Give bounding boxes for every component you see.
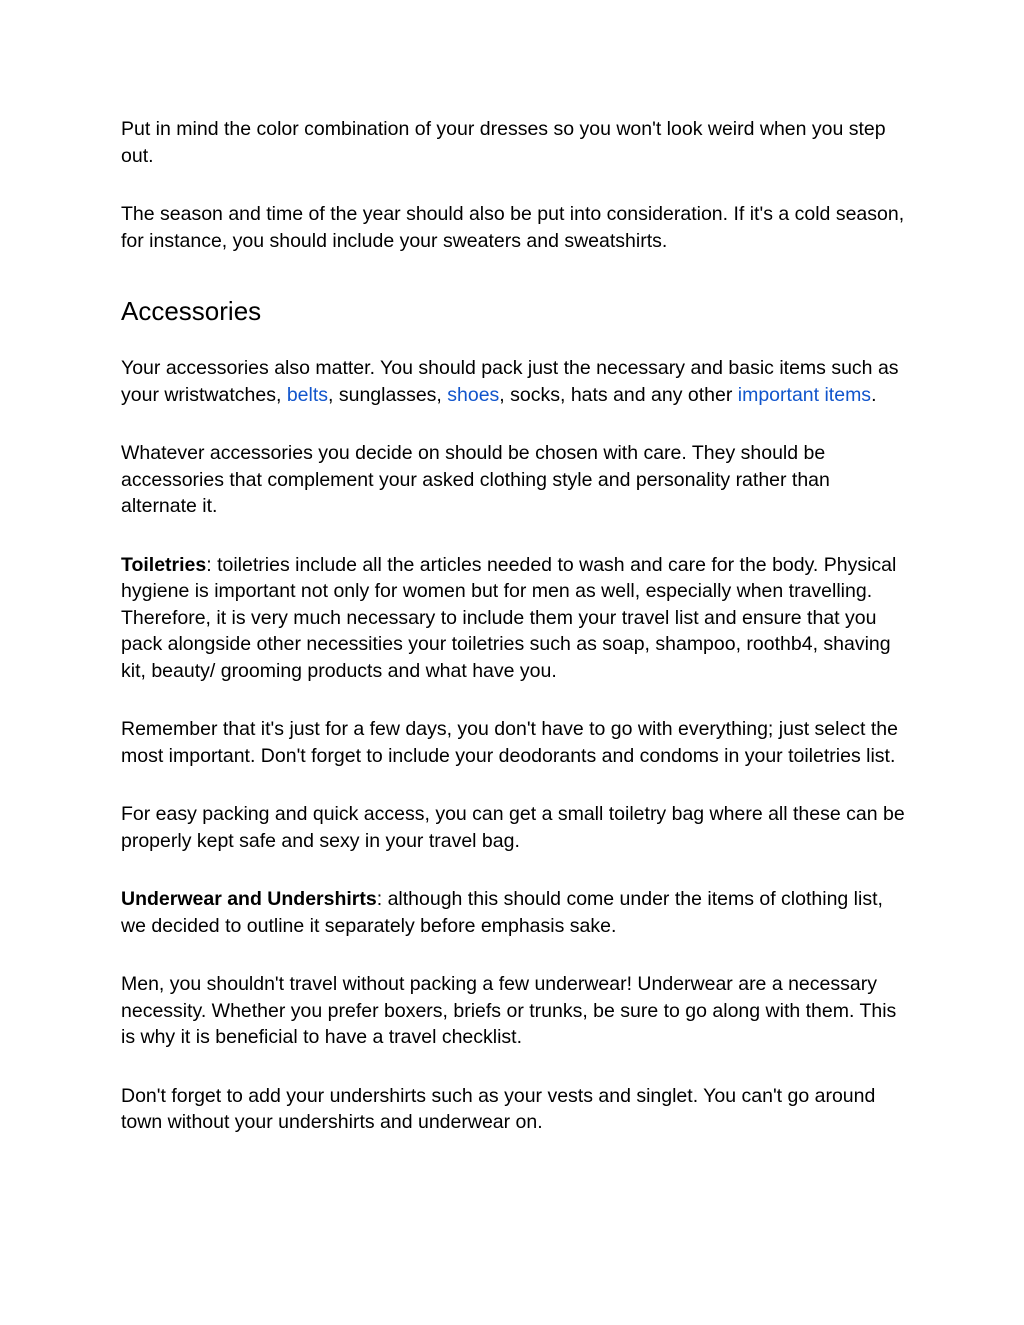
paragraph-undershirts: Don't forget to add your undershirts such as your vests and singlet. You can't go around town without your undershirts and underwear on.	[121, 1084, 876, 1133]
paragraph-few-days: Remember that it's just for a few days, you don't have to go with everything; just select the most important. Don't forget to include your deodorants and condoms in your toiletries list.	[121, 718, 899, 767]
heading-accessories: Accessories	[121, 296, 262, 326]
paragraph-color-combination: Put in mind the color combination of your dresses so you won't look weird when you step out.	[121, 118, 886, 167]
link-important-items[interactable]: important items	[737, 383, 872, 406]
paragraph-toiletries	[121, 552, 911, 685]
paragraph-underwear	[121, 886, 911, 939]
term-toiletries: Toiletries	[121, 553, 207, 576]
paragraph-accessories-care: Whatever accessories you decide on should be chosen with care. They should be accessories that complement your asked clothing style and personality rather than alternate it.	[121, 442, 830, 517]
paragraph-accessories-matter	[121, 355, 911, 408]
link-belts[interactable]: belts	[286, 383, 329, 406]
term-underwear-undershirts: Underwear and Undershirts	[121, 888, 377, 910]
paragraph-men-underwear: Men, you shouldn't travel without packing a few underwear! Underwear are a necessary necessity. Whether you prefer boxers, briefs or trunks, be sure to go along with them. This is why it is beneficial to have a travel checklist.	[121, 973, 897, 1048]
document-page	[121, 116, 911, 1168]
paragraph-season: The season and time of the year should also be put into consideration. If it's a cold season, for instance, you should include your sweaters and sweatshirts.	[121, 203, 905, 252]
text-segment: , sunglasses,	[328, 383, 448, 406]
link-shoes[interactable]: shoes	[447, 383, 500, 406]
text-segment: , socks, hats and any other	[499, 383, 738, 406]
text-segment: : although this should come under the items of clothing list, we decided to outline it separately before emphasis sake.	[121, 888, 883, 937]
text-segment: .	[871, 383, 877, 406]
paragraph-toiletry-bag: For easy packing and quick access, you can get a small toiletry bag where all these can be properly kept safe and sexy in your travel bag.	[121, 803, 905, 852]
text-segment: Your accessories also matter. You should pack just the necessary and basic items such as your wristwatches,	[121, 357, 899, 406]
text-segment: : toiletries include all the articles needed to wash and care for the body. Physical hygiene is important not only for women but for men as well, especially when travelling. Therefore, it is very much necessary to include them your travel list and ensure that you pack alongside other necessities your toiletries such as soap, shampoo, roothb4, shaving kit, beauty/ grooming products and what have you.	[121, 553, 897, 682]
